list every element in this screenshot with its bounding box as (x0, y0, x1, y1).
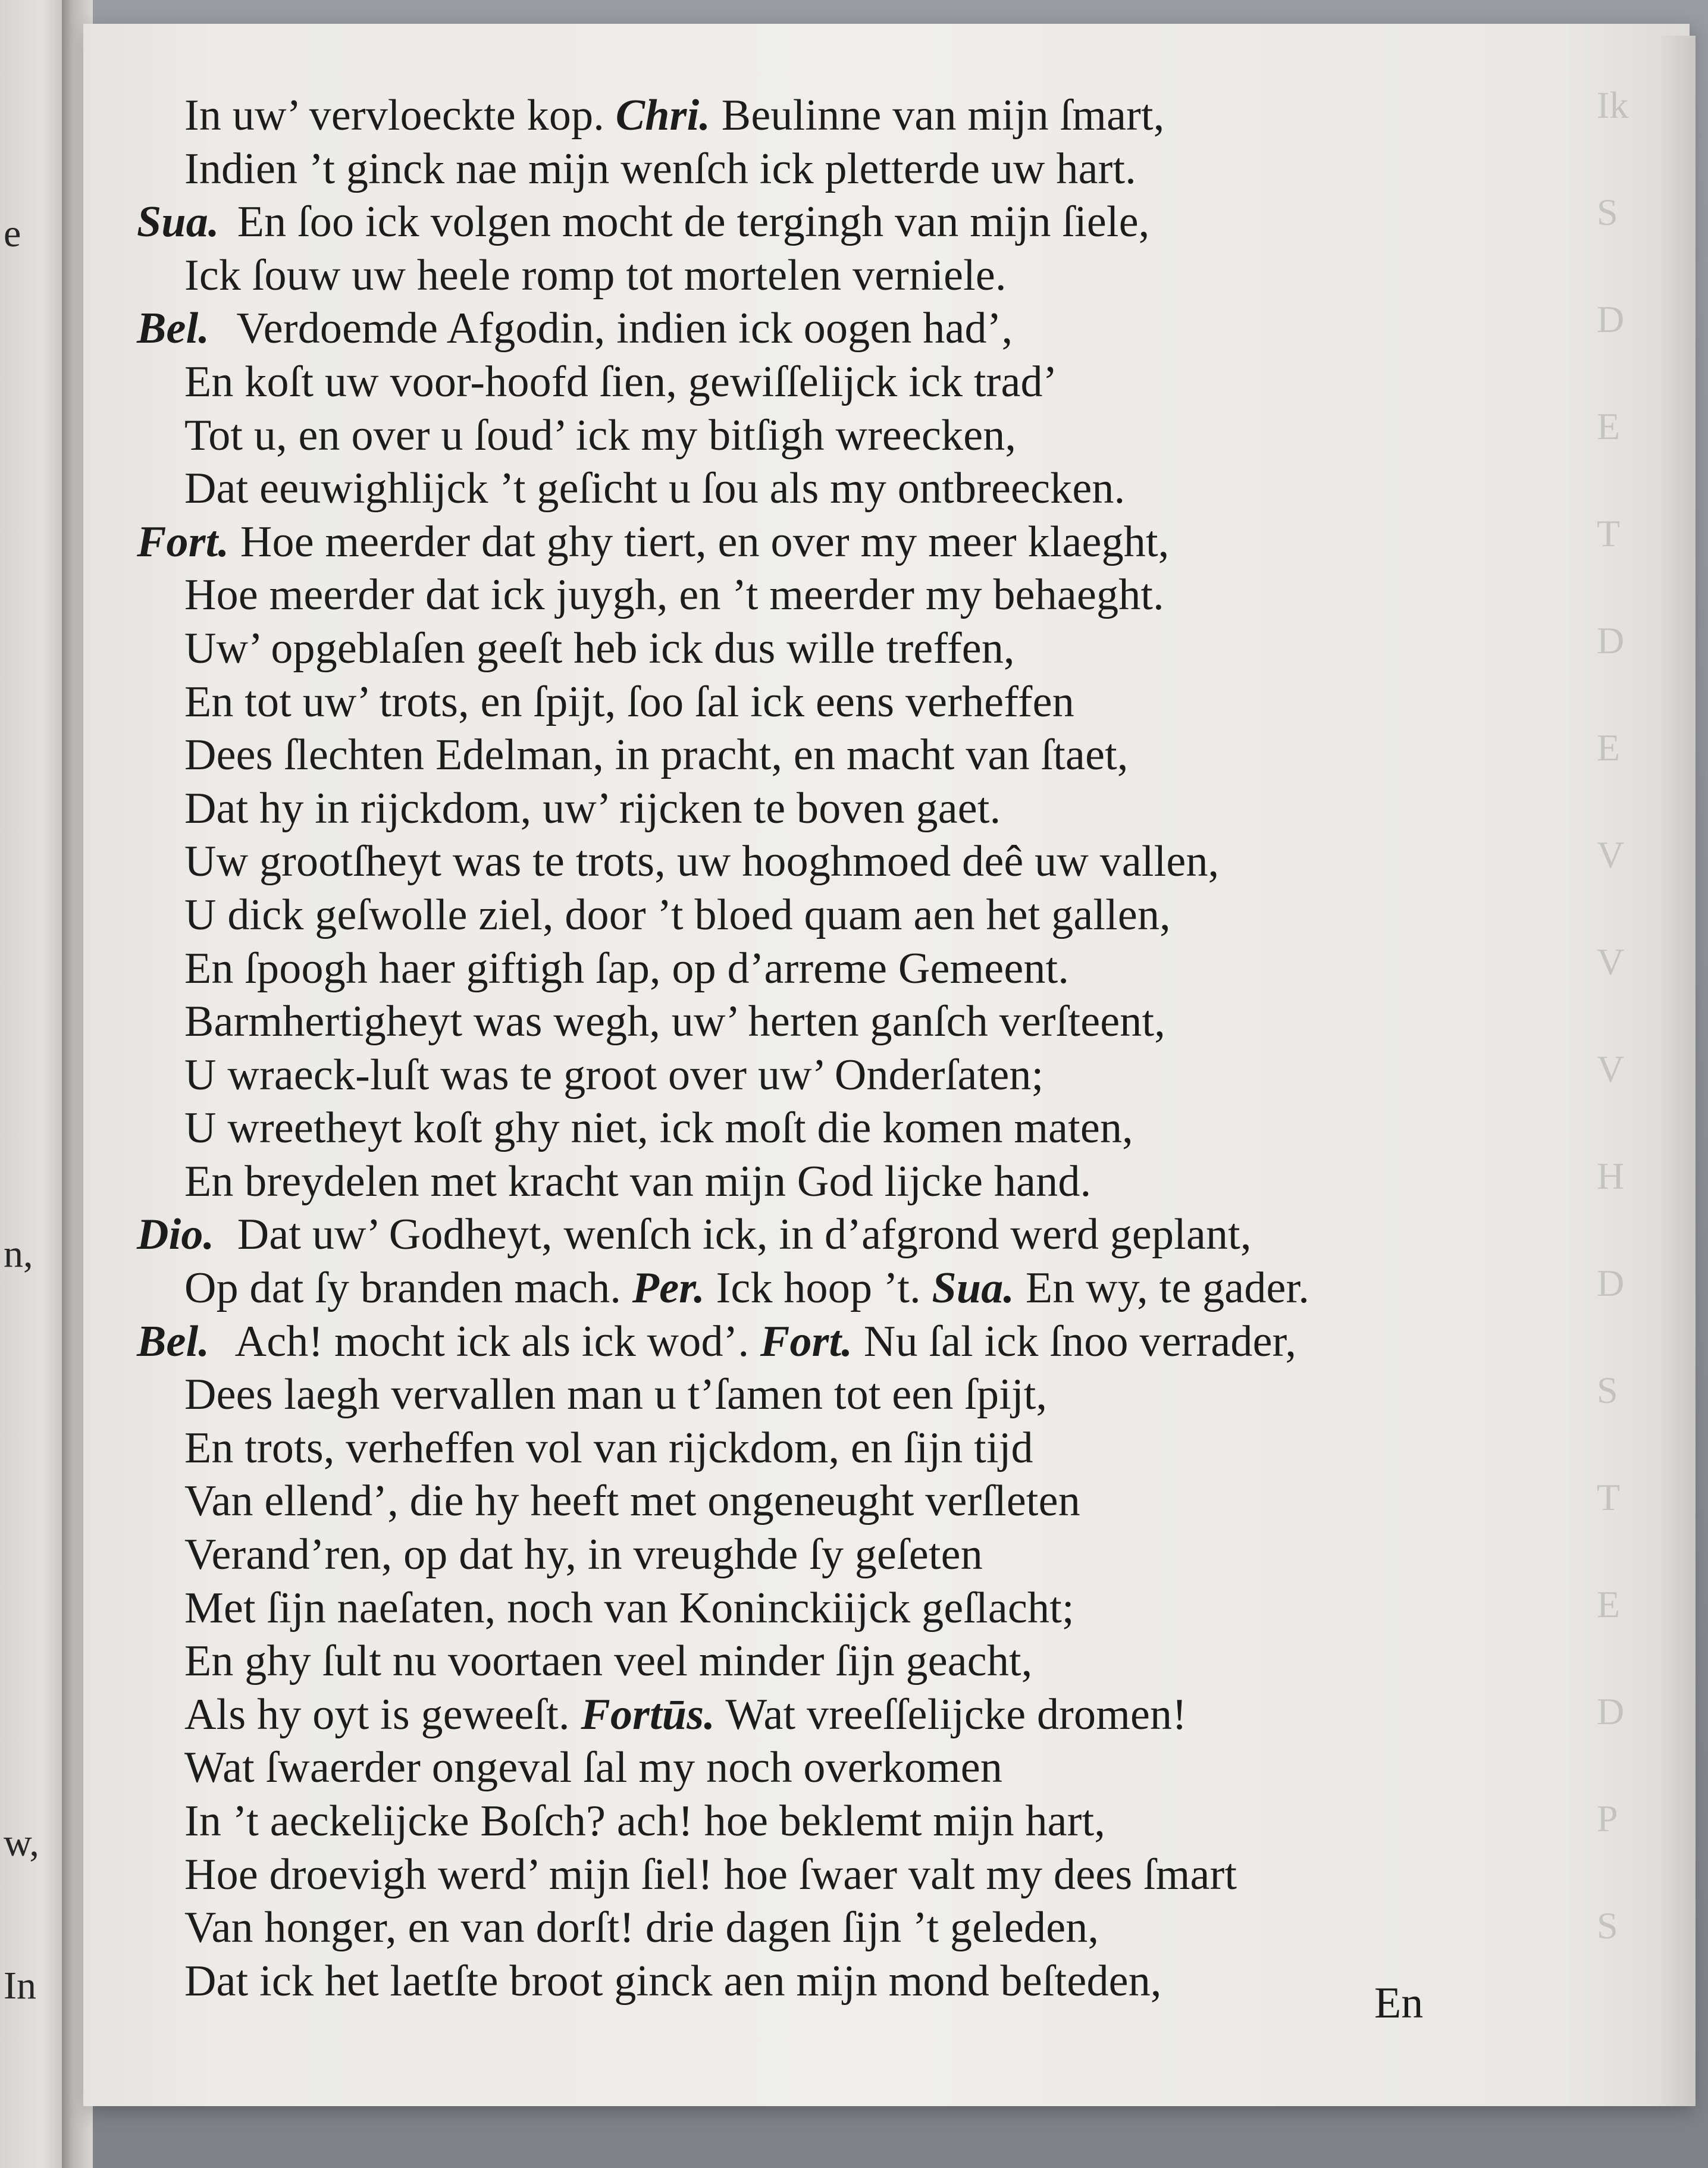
verse-text: Indien ’t ginck nae mijn wenſch ick pletterde uw hart. (184, 144, 1136, 193)
verse-text: Uw’ opgeblaſen geeſt heb ick dus wille treffen, (184, 624, 1015, 673)
verse-line (137, 1049, 1624, 1102)
verse-text: En tot uw’ trots, en ſpijt, ſoo ſal ick eens verheffen (184, 677, 1074, 726)
speaker-label: Chri. (615, 91, 711, 140)
speaker-label: Dio. (137, 1210, 215, 1260)
verse-line (137, 1849, 1624, 1902)
verse-text: Verand’ren, op dat hy, in vreughde ſy geſeten (184, 1530, 983, 1580)
verse-line (137, 569, 1624, 622)
verse-line (137, 356, 1624, 409)
verse-text: Verdoemde Afgodin, indien ick oogen had’, (226, 304, 1013, 353)
next-page-show-through: Ik S D E T D E V V V H D S T E D P S (1597, 84, 1629, 1947)
prev-page-fragment: e (4, 212, 21, 255)
verse-line (137, 1635, 1624, 1688)
verse-text: Dees ſlechten Edelman, in pracht, en macht van ſtaet, (184, 731, 1129, 780)
verse-line (137, 1582, 1624, 1636)
verse-line (137, 89, 1624, 143)
verse-text: Barmhertigheyt was wegh, uw’ herten ganſch verſteent, (184, 997, 1165, 1047)
verse-text: En koſt uw voor-hoofd ſien, gewiſſelijck ick trad’ (184, 357, 1058, 406)
verse-text: En breydelen met kracht van mijn God lijcke hand. (184, 1157, 1092, 1206)
verse-line (137, 1155, 1624, 1209)
verse-text: Van ellend’, die hy heeft met ongeneught verſleten (184, 1477, 1080, 1526)
verse-line (137, 835, 1624, 889)
verse-text: Dees laegh vervallen man u t’ſamen tot een ſpijt, (184, 1370, 1048, 1420)
verse-text: En ſpoogh haer giftigh ſap, op d’arreme Gemeent. (184, 944, 1070, 993)
speaker-label: Bel. (137, 1317, 210, 1366)
verse-line (137, 196, 1624, 249)
speaker-label: Per. (632, 1264, 705, 1313)
speaker-label: Sua. (137, 198, 220, 247)
verse-line (137, 1315, 1624, 1369)
verse-line (137, 942, 1624, 996)
verse-line (137, 516, 1624, 569)
verse-text: U wraeck-luſt was te groot over uw’ Onderſaten; (184, 1050, 1044, 1099)
verse-line (137, 1901, 1624, 1955)
verse-text: En wy, te gader. (1014, 1264, 1310, 1313)
verse-line (137, 1262, 1624, 1315)
prev-page-fragment: In (4, 1964, 36, 2007)
verse-text: Ick ſouw uw heele romp tot mortelen verniele. (184, 250, 1007, 300)
speaker-label: Fortūs. (581, 1690, 715, 1739)
verse-text: Dat ick het laetſte broot ginck aen mijn mond beſteden, (184, 1956, 1162, 2006)
verse-line (137, 729, 1624, 782)
speaker-label: Sua. (932, 1264, 1015, 1313)
verse-text: Op dat ſy branden mach. (184, 1264, 632, 1313)
verse-text: U dick geſwolle ziel, door ’t bloed quam aen het gallen, (184, 890, 1171, 939)
verse-text: Hoe meerder dat ghy tiert, en over my meer klaeght, (229, 517, 1170, 566)
verse-line (137, 889, 1624, 942)
verse-line (137, 462, 1624, 516)
verse-line (137, 676, 1624, 729)
speaker-label: Fort. (760, 1317, 853, 1366)
verse-text: Ach! mocht ick als ick wod’. (226, 1317, 760, 1366)
verse-text-block (137, 89, 1624, 2008)
page-right-edge (1660, 36, 1696, 2106)
verse-line (137, 1368, 1624, 1422)
verse-text: Ick hoop ’t. (704, 1264, 932, 1313)
verse-text: En ghy ſult nu voortaen veel minder ſijn geacht, (184, 1637, 1033, 1686)
catchword: En (1374, 1979, 1424, 2028)
verse-text: Van honger, en van dorſt! drie dagen ſijn ’t geleden, (184, 1903, 1099, 1953)
verse-text: In ’t aeckelijcke Boſch? ach! hoe beklemt mijn hart, (184, 1797, 1106, 1846)
verse-text: Uw grootſheyt was te trots, uw hooghmoed deê uw vallen, (184, 837, 1220, 886)
speaker-label: Fort. (137, 517, 230, 566)
verse-text: En trots, verheffen vol van rijckdom, en ſijn tijd (184, 1423, 1033, 1473)
verse-text: Met ſijn naeſaten, noch van Koninckiijck geſlacht; (184, 1583, 1074, 1633)
verse-line (137, 409, 1624, 463)
verse-line (137, 995, 1624, 1049)
prev-page-fragment: n, (4, 1232, 33, 1276)
verse-text: Dat hy in rijckdom, uw’ rijcken te boven gaet. (184, 784, 1001, 833)
previous-page-edge (0, 0, 70, 2168)
prev-page-fragment: w, (4, 1821, 39, 1865)
verse-line (137, 1688, 1624, 1742)
verse-line (137, 1422, 1624, 1475)
verse-text: Dat uw’ Godheyt, wenſch ick, in d’afgrond werd geplant, (226, 1210, 1252, 1260)
verse-text: Tot u, en over u ſoud’ ick my bitſigh wreecken, (184, 411, 1017, 460)
verse-line (137, 1528, 1624, 1582)
verse-line (137, 249, 1624, 303)
verse-text: Beulinne van mijn ſmart, (710, 91, 1165, 140)
verse-line (137, 1795, 1624, 1849)
verse-text: In uw’ vervloeckte kop. (184, 91, 616, 140)
verse-line (137, 1475, 1624, 1528)
verse-line (137, 1102, 1624, 1155)
verse-line (137, 1741, 1624, 1795)
verse-text: En ſoo ick volgen mocht de tergingh van mijn ſiele, (226, 198, 1150, 247)
verse-line (137, 622, 1624, 676)
verse-line (137, 302, 1624, 356)
verse-text: Hoe droevigh werd’ mijn ſiel! hoe ſwaer valt my dees ſmart (184, 1850, 1237, 1899)
verse-line (137, 1208, 1624, 1262)
verse-text: Wat vreeſſelijcke dromen! (715, 1690, 1187, 1739)
verse-text: Als hy oyt is geweeſt. (184, 1690, 581, 1739)
verse-text: Dat eeuwighlijck ’t geſicht u ſou als my ontbreecken. (184, 464, 1126, 513)
verse-text: Hoe meerder dat ick juygh, en ’t meerder my behaeght. (184, 571, 1164, 620)
verse-line (137, 143, 1624, 196)
verse-text: Wat ſwaerder ongeval ſal my noch overkomen (184, 1743, 1003, 1793)
verse-text: U wreetheyt koſt ghy niet, ick moſt die komen maten, (184, 1104, 1133, 1153)
speaker-label: Bel. (137, 304, 210, 353)
verse-line (137, 782, 1624, 836)
verse-text: Nu ſal ick ſnoo verrader, (853, 1317, 1297, 1366)
